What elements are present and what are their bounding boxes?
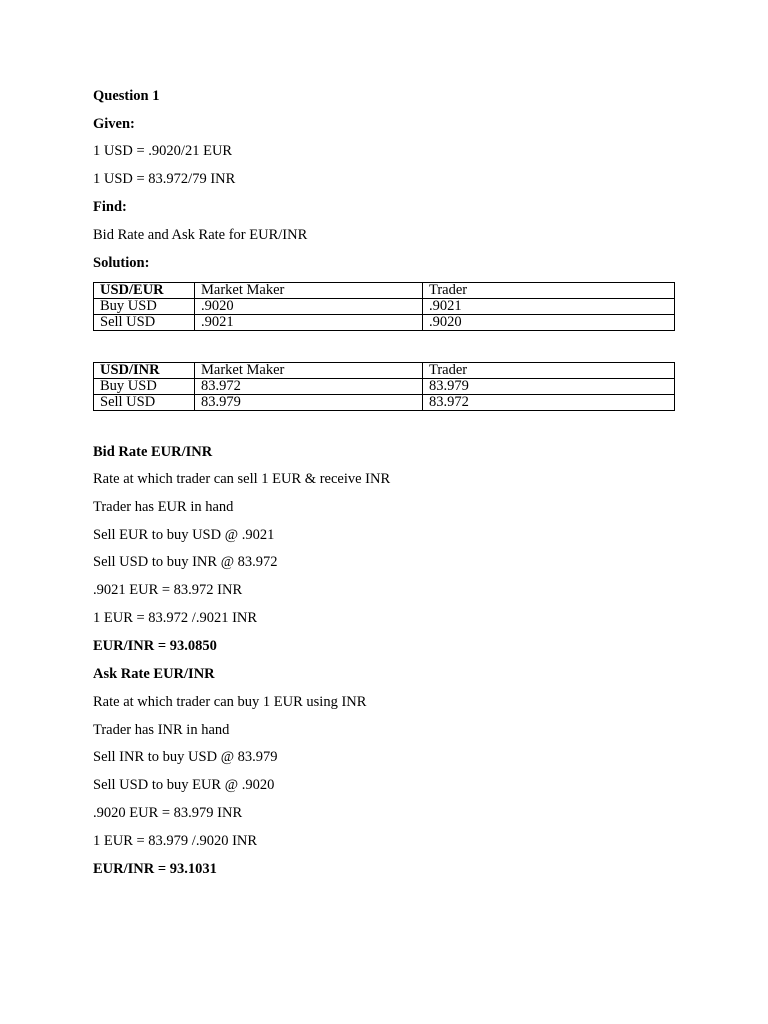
question-title: Question 1 <box>93 88 160 104</box>
ask-line: Sell USD to buy EUR @ .9020 <box>93 777 275 793</box>
bid-line: .9021 EUR = 83.972 INR <box>93 582 243 598</box>
table-header-cell: USD/INR <box>94 363 195 379</box>
bid-line: Sell USD to buy INR @ 83.972 <box>93 554 278 570</box>
table-cell: .9021 <box>195 315 423 331</box>
given-label: Given: <box>93 116 135 132</box>
table-header-cell: Trader <box>423 363 675 379</box>
table-header-cell: USD/EUR <box>94 283 195 299</box>
table-cell: 83.979 <box>423 379 675 395</box>
table-row <box>94 379 675 395</box>
table-header-cell: Market Maker <box>195 363 423 379</box>
table-row <box>94 395 675 411</box>
bid-line: Rate at which trader can sell 1 EUR & receive INR <box>93 471 391 487</box>
usd-eur-table <box>93 282 675 331</box>
usd-inr-table <box>93 362 675 411</box>
find-label: Find: <box>93 199 127 215</box>
ask-line: Trader has INR in hand <box>93 722 230 738</box>
table-header-cell: Trader <box>423 283 675 299</box>
table-cell: Buy USD <box>94 299 195 315</box>
table-cell: .9020 <box>195 299 423 315</box>
table-cell: Sell USD <box>94 395 195 411</box>
bid-result: EUR/INR = 93.0850 <box>93 638 217 654</box>
table-row <box>94 299 675 315</box>
find-text: Bid Rate and Ask Rate for EUR/INR <box>93 227 308 243</box>
given-line: 1 USD = .9020/21 EUR <box>93 143 233 159</box>
table-cell: 83.972 <box>195 379 423 395</box>
bid-line: 1 EUR = 83.972 /.9021 INR <box>93 610 258 626</box>
table-cell: Sell USD <box>94 315 195 331</box>
ask-result: EUR/INR = 93.1031 <box>93 861 217 877</box>
table-row <box>94 315 675 331</box>
table-cell: .9020 <box>423 315 675 331</box>
table-cell: .9021 <box>423 299 675 315</box>
table-cell: 83.979 <box>195 395 423 411</box>
bid-line: Sell EUR to buy USD @ .9021 <box>93 527 275 543</box>
table-header-cell: Market Maker <box>195 283 423 299</box>
solution-label: Solution: <box>93 255 150 271</box>
table-cell: 83.972 <box>423 395 675 411</box>
ask-line: 1 EUR = 83.979 /.9020 INR <box>93 833 258 849</box>
table-header-row <box>94 363 675 379</box>
ask-heading: Ask Rate EUR/INR <box>93 666 215 682</box>
table-cell: Buy USD <box>94 379 195 395</box>
bid-line: Trader has EUR in hand <box>93 499 234 515</box>
given-line: 1 USD = 83.972/79 INR <box>93 171 236 187</box>
ask-line: .9020 EUR = 83.979 INR <box>93 805 243 821</box>
ask-line: Rate at which trader can buy 1 EUR using INR <box>93 694 367 710</box>
ask-line: Sell INR to buy USD @ 83.979 <box>93 749 278 765</box>
table-header-row <box>94 283 675 299</box>
bid-heading: Bid Rate EUR/INR <box>93 444 213 460</box>
